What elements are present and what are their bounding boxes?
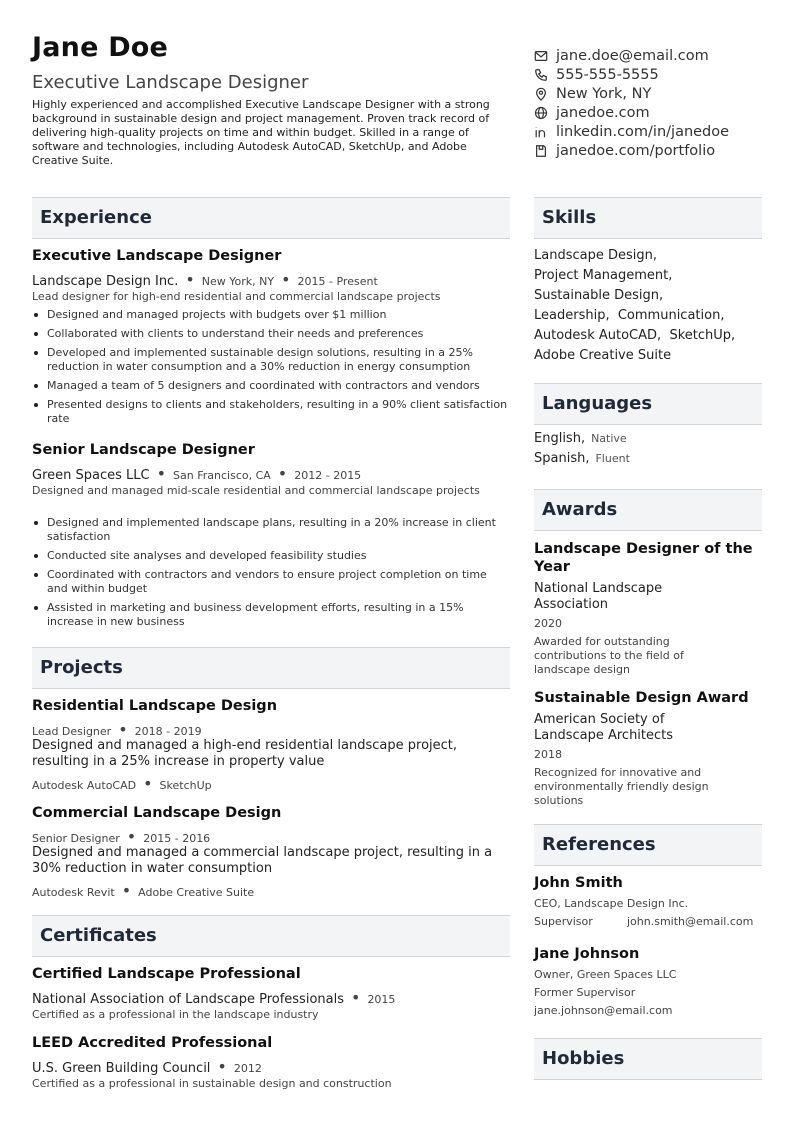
experience-bullets — [32, 308, 510, 431]
candidate-headline: Executive Landscape Designer — [32, 72, 309, 93]
separator-dot: • — [143, 774, 153, 793]
project-title: Commercial Landscape Design — [32, 805, 282, 821]
portfolio-icon — [534, 144, 548, 158]
reference-email[interactable]: jane.johnson@email.com — [534, 1004, 673, 1017]
separator-dot: • — [118, 720, 128, 739]
language-item — [534, 431, 630, 451]
reference-relation: Former Supervisor — [534, 986, 636, 999]
project-tool: Adobe Creative Suite — [138, 886, 255, 899]
experience-company: Landscape Design Inc. — [32, 274, 179, 289]
location-icon — [534, 87, 548, 101]
reference-email[interactable]: john.smith@email.com — [627, 915, 754, 928]
project-tool: Autodesk AutoCAD — [32, 779, 137, 792]
email-icon — [534, 49, 548, 63]
experience-company: Green Spaces LLC — [32, 468, 150, 483]
certificate-title: Certified Landscape Professional — [32, 966, 301, 982]
contact-website-text: janedoe.com — [556, 104, 650, 121]
contact-website[interactable] — [534, 103, 729, 122]
experience-meta — [32, 464, 361, 483]
contact-linkedin[interactable] — [534, 122, 729, 141]
project-role: Lead Designer — [32, 725, 112, 738]
section-title-references: References — [534, 824, 762, 866]
experience-summary: Designed and managed mid-scale residential and commercial landscape projects — [32, 484, 480, 497]
project-dates: 2015 - 2016 — [143, 832, 211, 845]
experience-bullet: Designed and implemented landscape plans, resulting in a 20% increase in client satisfaction — [32, 516, 510, 544]
skill-item: SketchUp, — [669, 328, 736, 343]
award-issuer: American Society of Landscape Architects — [534, 712, 674, 743]
experience-meta — [32, 270, 378, 289]
certificate-description: Certified as a professional in sustainable design and construction — [32, 1077, 392, 1090]
certificate-meta — [32, 988, 395, 1007]
skill-item: Communication, — [617, 308, 725, 323]
contact-portfolio[interactable] — [534, 141, 729, 160]
candidate-summary: Highly experienced and accomplished Executive Landscape Designer with a strong background in sustainable design and project management. Proven track record of delivering high-quality projects on time and within budget. Skilled in a range of software and technologies, including Autodesk AutoCAD, SketchUp, and Adobe Creative Suite. — [32, 98, 490, 167]
certificate-issuer: U.S. Green Building Council — [32, 1061, 211, 1076]
reference-relation: Supervisor — [534, 915, 593, 928]
contact-email[interactable] — [534, 46, 729, 65]
project-description: Designed and managed a high-end residential landscape project, resulting in a 25% increase in property value — [32, 738, 458, 769]
reference-position: CEO, Landscape Design Inc. — [534, 897, 689, 910]
contact-phone-text: 555-555-5555 — [556, 66, 659, 83]
contact-location-text: New York, NY — [556, 85, 652, 102]
project-description: Designed and managed a commercial landscape project, resulting in a 30% reduction in water consumption — [32, 845, 493, 876]
section-title-experience: Experience — [32, 197, 510, 239]
skill-item: Autodesk AutoCAD, — [534, 328, 662, 343]
project-meta — [32, 720, 202, 739]
phone-icon — [534, 68, 548, 82]
linkedin-icon — [534, 125, 548, 139]
separator-dot: • — [281, 270, 291, 289]
experience-bullet: Presented designs to clients and stakeholders, resulting in a 90% client satisfaction rate — [32, 398, 510, 426]
skill-item: Project Management, — [534, 268, 673, 283]
project-tool: SketchUp — [159, 779, 212, 792]
skill-item: Sustainable Design, — [534, 288, 664, 303]
separator-dot: • — [185, 270, 195, 289]
award-issuer: National Landscape Association — [534, 581, 663, 612]
experience-bullet: Conducted site analyses and developed feasibility studies — [32, 549, 510, 563]
experience-location: San Francisco, CA — [173, 469, 271, 482]
contact-phone[interactable] — [534, 65, 729, 84]
candidate-name: Jane Doe — [32, 32, 169, 63]
contact-location — [534, 84, 729, 103]
separator-dot: • — [126, 827, 137, 846]
contact-linkedin-text: linkedin.com/in/janedoe — [556, 123, 730, 140]
project-role: Senior Designer — [32, 832, 120, 845]
reference-position: Owner, Green Spaces LLC — [534, 968, 677, 981]
project-title: Residential Landscape Design — [32, 698, 278, 714]
experience-bullet: Managed a team of 5 designers and coordinated with contractors and vendors — [32, 379, 510, 393]
section-title-awards: Awards — [534, 489, 762, 531]
experience-bullets — [32, 516, 510, 634]
section-title-skills: Skills — [534, 197, 762, 239]
award-title: Landscape Designer of the Year — [534, 541, 753, 575]
separator-dot: • — [156, 464, 167, 483]
experience-dates: 2015 - Present — [297, 275, 378, 288]
experience-bullet: Collaborated with clients to understand their needs and preferences — [32, 327, 510, 341]
experience-bullet: Assisted in marketing and business development efforts, resulting in a 15% increase in new business — [32, 601, 510, 629]
section-title-certificates: Certificates — [32, 915, 510, 957]
separator-dot: • — [121, 881, 132, 900]
separator-dot: • — [277, 464, 288, 483]
experience-bullet: Designed and managed projects with budgets over $1 million — [32, 308, 510, 322]
award-title: Sustainable Design Award — [534, 690, 749, 706]
languages-list — [534, 431, 630, 471]
skills-list — [534, 246, 764, 366]
project-tools — [32, 881, 254, 900]
award-year: 2020 — [534, 617, 562, 630]
language-level: Native — [591, 432, 627, 445]
award-description: Recognized for innovative and environmentally friendly design solutions — [534, 766, 709, 807]
globe-icon — [534, 106, 548, 120]
reference-name: John Smith — [534, 875, 623, 891]
project-tools — [32, 774, 212, 793]
contact-email-text: jane.doe@email.com — [556, 47, 709, 64]
section-title-languages: Languages — [534, 383, 762, 425]
certificate-title: LEED Accredited Professional — [32, 1035, 273, 1051]
project-meta — [32, 827, 210, 846]
project-dates: 2018 - 2019 — [134, 725, 202, 738]
experience-title: Executive Landscape Designer — [32, 248, 282, 264]
experience-dates: 2012 - 2015 — [294, 469, 362, 482]
award-year: 2018 — [534, 748, 562, 761]
experience-bullet: Coordinated with contractors and vendors to ensure project completion on time and within budget — [32, 568, 510, 596]
language-level: Fluent — [595, 452, 630, 465]
skill-item: Adobe Creative Suite — [534, 348, 672, 363]
skill-item: Leadership, — [534, 308, 610, 323]
language-name: English, — [534, 431, 586, 446]
separator-dot: • — [351, 988, 361, 1007]
experience-bullet: Developed and implemented sustainable design solutions, resulting in a 25% reduction in water consumption and a 30% reduction in energy consumption — [32, 346, 510, 374]
certificate-issuer: National Association of Landscape Professionals — [32, 992, 344, 1007]
skill-item: Landscape Design, — [534, 248, 657, 263]
contact-portfolio-text: janedoe.com/portfolio — [556, 142, 716, 159]
separator-dot: • — [217, 1057, 227, 1076]
language-name: Spanish, — [534, 451, 590, 466]
certificate-year: 2015 — [367, 993, 396, 1006]
certificate-year: 2012 — [233, 1062, 262, 1075]
certificate-description: Certified as a professional in the landscape industry — [32, 1008, 319, 1021]
experience-title: Senior Landscape Designer — [32, 442, 255, 458]
language-item — [534, 451, 630, 471]
contact-list — [534, 46, 729, 160]
section-title-projects: Projects — [32, 647, 510, 689]
reference-name: Jane Johnson — [534, 946, 640, 962]
certificate-meta — [32, 1057, 262, 1076]
award-description: Awarded for outstanding contributions to the field of landscape design — [534, 635, 684, 676]
project-tool: Autodesk Revit — [32, 886, 115, 899]
section-title-hobbies: Hobbies — [534, 1038, 762, 1080]
experience-summary: Lead designer for high-end residential and commercial landscape projects — [32, 290, 441, 303]
experience-location: New York, NY — [201, 275, 275, 288]
